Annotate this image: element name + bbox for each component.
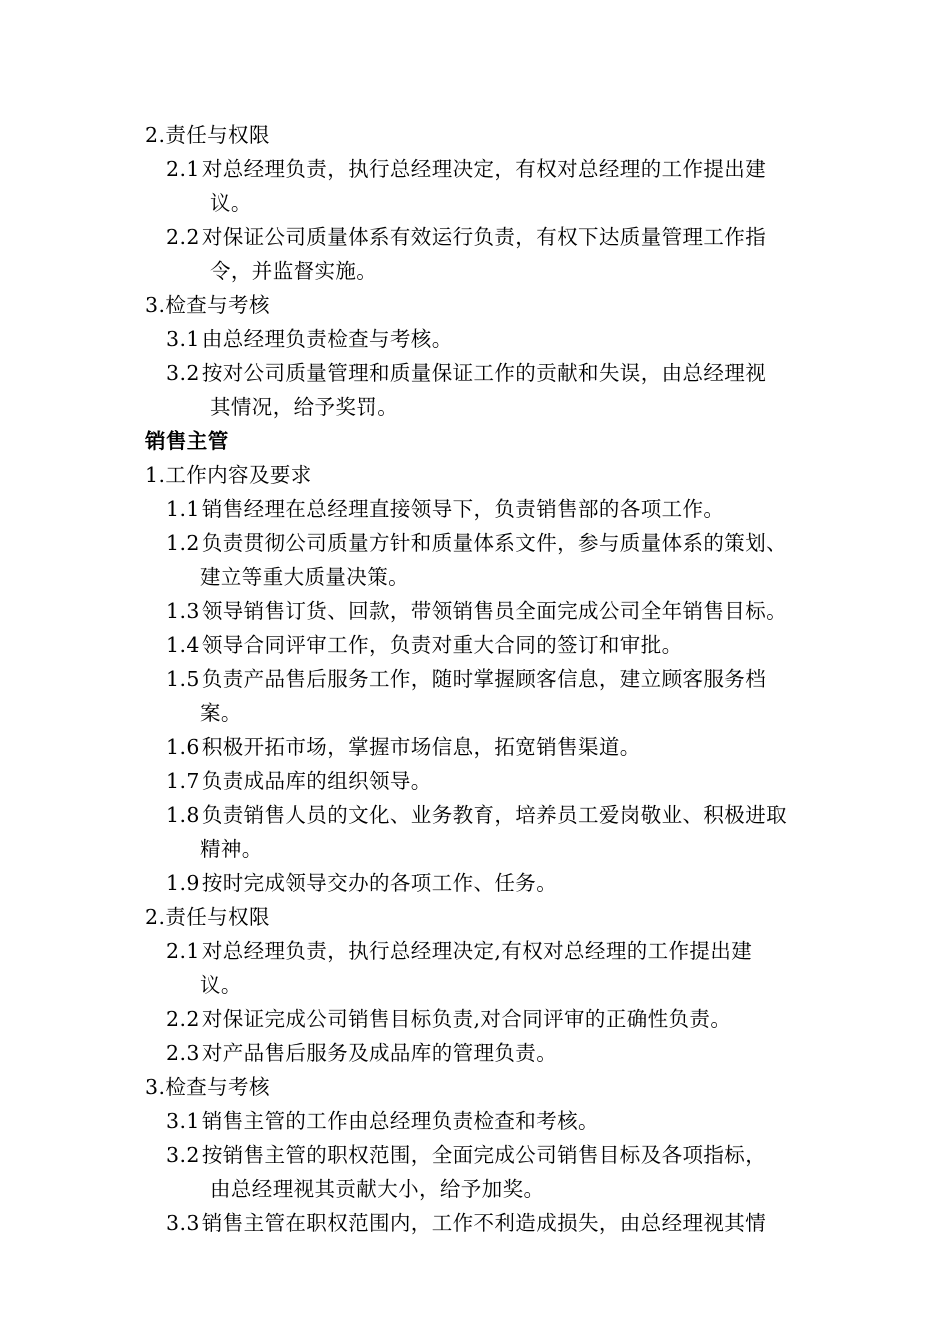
list-item-3-1-sales xyxy=(0,1104,950,1138)
item-text: 销售主管的工作由总经理负责检查和考核。 xyxy=(201,1109,599,1133)
heading-work-content: 1.工作内容及要求 xyxy=(145,463,312,487)
list-item-1-2 xyxy=(0,526,950,560)
item-number: 3.2 xyxy=(166,1143,200,1167)
list-item-1-5-continued: 案。 xyxy=(200,701,242,725)
section-title-sales-manager: 销售主管 xyxy=(145,429,229,453)
item-text: 负责销售人员的文化、业务教育，培养员工爱岗敬业、积极进取 xyxy=(201,803,788,827)
item-text: 对总经理负责，执行总经理决定，有权对总经理的工作提出建 xyxy=(201,157,767,181)
list-item-2-1-sales-continued: 议。 xyxy=(200,973,242,997)
item-number: 1.1 xyxy=(166,497,200,521)
item-text: 负责产品售后服务工作，随时掌握顾客信息，建立顾客服务档 xyxy=(201,667,767,691)
list-item-1-7 xyxy=(0,764,950,798)
item-text: 积极开拓市场，掌握市场信息，拓宽销售渠道。 xyxy=(201,735,641,759)
item-text: 销售主管在职权范围内，工作不利造成损失，由总经理视其情 xyxy=(201,1211,767,1235)
item-text: 对产品售后服务及成品库的管理负责。 xyxy=(201,1041,558,1065)
item-number: 3.1 xyxy=(166,327,200,351)
item-text: 由总经理负责检查与考核。 xyxy=(201,327,453,351)
item-number: 2.2 xyxy=(166,225,200,249)
list-item-2-3-sales xyxy=(0,1036,950,1070)
item-number: 1.2 xyxy=(166,531,200,555)
item-text: 对总经理负责，执行总经理决定,有权对总经理的工作提出建 xyxy=(201,939,753,963)
item-text: 按时完成领导交办的各项工作、任务。 xyxy=(201,871,558,895)
item-text: 领导销售订货、回款，带领销售员全面完成公司全年销售目标。 xyxy=(201,599,788,623)
item-text: 按对公司质量管理和质量保证工作的贡献和失误，由总经理视 xyxy=(201,361,767,385)
heading-responsibility-authority-sales: 2.责任与权限 xyxy=(145,905,270,929)
list-item-1-8 xyxy=(0,798,950,832)
item-text: 负责贯彻公司质量方针和质量体系文件，参与质量体系的策划、 xyxy=(201,531,788,555)
list-item-1-5 xyxy=(0,662,950,696)
item-number: 1.6 xyxy=(166,735,200,759)
list-item-3-2 xyxy=(0,356,950,390)
item-number: 2.1 xyxy=(166,939,200,963)
list-item-3-3-sales xyxy=(0,1206,950,1240)
item-number: 2.1 xyxy=(166,157,200,181)
item-number: 1.3 xyxy=(166,599,200,623)
item-number: 1.7 xyxy=(166,769,200,793)
list-item-2-2 xyxy=(0,220,950,254)
list-item-2-2-continued: 令，并监督实施。 xyxy=(210,259,378,283)
item-number: 2.3 xyxy=(166,1041,200,1065)
list-item-2-1-sales xyxy=(0,934,950,968)
list-item-1-9 xyxy=(0,866,950,900)
list-item-3-1 xyxy=(0,322,950,356)
list-item-1-2-continued: 建立等重大质量决策。 xyxy=(200,565,409,589)
item-number: 2.2 xyxy=(166,1007,200,1031)
item-text: 负责成品库的组织领导。 xyxy=(201,769,432,793)
item-number: 1.4 xyxy=(166,633,200,657)
list-item-1-4 xyxy=(0,628,950,662)
item-text: 按销售主管的职权范围，全面完成公司销售目标及各项指标， xyxy=(201,1143,767,1167)
document-page xyxy=(0,118,950,1240)
item-text: 对保证公司质量体系有效运行负责，有权下达质量管理工作指 xyxy=(201,225,767,249)
list-item-1-3 xyxy=(0,594,950,628)
item-text: 销售经理在总经理直接领导下，负责销售部的各项工作。 xyxy=(201,497,725,521)
list-item-2-1-continued: 议。 xyxy=(210,191,252,215)
list-item-3-2-continued: 其情况，给予奖罚。 xyxy=(210,395,399,419)
list-item-2-2-sales xyxy=(0,1002,950,1036)
item-number: 3.3 xyxy=(166,1211,200,1235)
item-number: 1.5 xyxy=(166,667,200,691)
list-item-1-1 xyxy=(0,492,950,526)
list-item-3-2-sales-continued: 由总经理视其贡献大小，给予加奖。 xyxy=(210,1177,545,1201)
item-number: 3.1 xyxy=(166,1109,200,1133)
list-item-1-8-continued: 精神。 xyxy=(200,837,263,861)
item-text: 领导合同评审工作，负责对重大合同的签订和审批。 xyxy=(201,633,683,657)
heading-responsibility-authority: 2.责任与权限 xyxy=(145,123,270,147)
item-number: 1.8 xyxy=(166,803,200,827)
heading-inspection-assessment: 3.检查与考核 xyxy=(145,293,270,317)
list-item-1-6 xyxy=(0,730,950,764)
list-item-3-2-sales xyxy=(0,1138,950,1172)
item-number: 1.9 xyxy=(166,871,200,895)
item-number: 3.2 xyxy=(166,361,200,385)
list-item-2-1 xyxy=(0,152,950,186)
item-text: 对保证完成公司销售目标负责,对合同评审的正确性负责。 xyxy=(201,1007,732,1031)
heading-inspection-assessment-sales: 3.检查与考核 xyxy=(145,1075,270,1099)
